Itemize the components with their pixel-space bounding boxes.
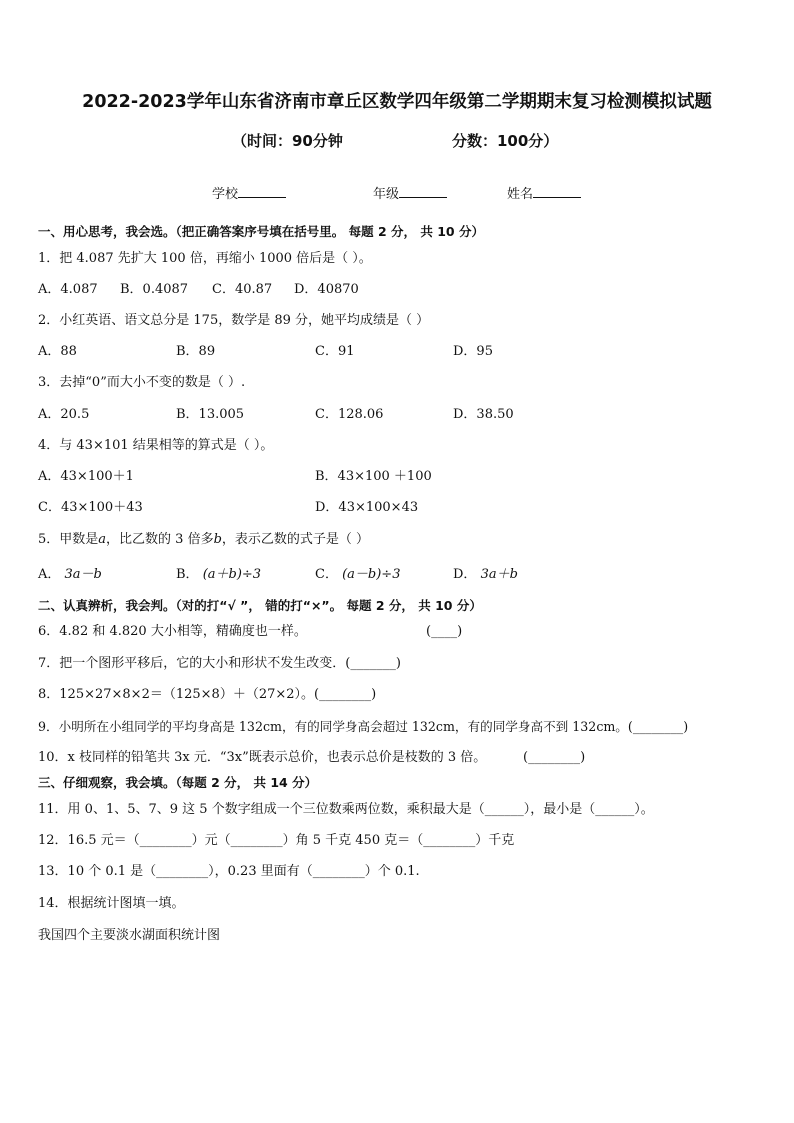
exam-title: 2022-2023学年山东省济南市章丘区数学四年级第二学期期末复习检测模拟试题	[82, 92, 712, 112]
q4-option-a: A．43×100＋1	[38, 469, 134, 484]
q3-option-b: B．13.005	[176, 407, 245, 422]
q4-option-c: C．43×100＋43	[38, 500, 143, 515]
school-blank[interactable]	[238, 185, 286, 198]
q1-option-d: D．40870	[294, 282, 359, 297]
school-label: 学校	[212, 187, 239, 202]
grade-field	[373, 183, 447, 202]
q5-stem-a: 5．甲数是	[38, 532, 99, 547]
q5-option-a-label: A．	[38, 567, 61, 582]
q6-answer-blank[interactable]: (____)	[426, 624, 463, 639]
question-7: 7．把一个图形平移后，它的大小和形状不发生改变．(_______)	[38, 656, 401, 671]
question-11: 11．用 0、1、5、7、9 这 5 个数字组成一个三位数乘两位数，乘积最大是（______），最小是（______）。	[38, 802, 654, 817]
q3-option-d: D．38.50	[453, 407, 514, 422]
grade-label: 年级	[373, 187, 400, 202]
q2-option-a: A．88	[38, 344, 77, 359]
q5-option-a-expr: 3a－b	[64, 567, 102, 582]
chart-caption: 我国四个主要淡水湖面积统计图	[38, 928, 221, 943]
q2-option-b: B．89	[176, 344, 216, 359]
question-13: 13．10 个 0.1 是（________），0.23 里面有（________）个 0.1.	[38, 864, 420, 879]
q5-option-b	[176, 567, 261, 583]
exam-time: （时间：90分钟	[232, 132, 343, 150]
question-10: 10．x 枝同样的铅笔共 3x 元．“3x”既表示总价，也表示总价是枝数的 3 倍。	[38, 750, 487, 765]
q1-option-c: C．40.87	[212, 282, 273, 297]
q5-var-b: b	[213, 532, 222, 547]
question-4: 4．与 43×101 结果相等的算式是（ ）。	[38, 438, 274, 453]
q10-answer-blank[interactable]: (________)	[523, 750, 586, 765]
question-12: 12．16.5 元＝（________）元（________）角 5 千克 450 克＝（________）千克	[38, 833, 515, 848]
q5-option-d-expr: 3a＋b	[480, 567, 518, 582]
question-3: 3．去掉“0”而大小不变的数是（ ）.	[38, 375, 246, 390]
question-6: 6．4.82 和 4.820 大小相等，精确度也一样。	[38, 624, 307, 639]
grade-blank[interactable]	[399, 185, 447, 198]
q3-option-c: C．128.06	[315, 407, 384, 422]
q5-option-c	[315, 567, 400, 583]
question-8: 8．125×27×8×2＝（125×8）＋（27×2）。(________)	[38, 687, 377, 702]
question-5	[38, 532, 369, 548]
exam-score: 分数：100分）	[452, 132, 559, 150]
section-1-heading: 一、用心思考，我会选。（把正确答案序号填在括号里。 每题 2 分， 共 10 分）	[38, 224, 484, 239]
q5-option-d	[453, 567, 518, 583]
section-2-heading: 二、认真辨析，我会判。（对的打“√ ”， 错的打“×”。 每题 2 分， 共 10 分）	[38, 598, 482, 613]
q5-option-b-expr: (a＋b)÷3	[202, 567, 262, 582]
question-9: 9．小明所在小组同学的平均身高是 132cm，有的同学身高会超过 132cm，有的同学身高不到 132cm。(________)	[38, 719, 689, 734]
q5-var-a: a	[98, 532, 107, 547]
name-label: 姓名	[507, 187, 534, 202]
q4-option-d: D．43×100×43	[315, 500, 419, 515]
q2-option-c: C．91	[315, 344, 355, 359]
question-1: 1．把 4.087 先扩大 100 倍，再缩小 1000 倍后是（ ）。	[38, 251, 372, 266]
q5-option-b-label: B．	[176, 567, 199, 582]
q5-option-c-label: C．	[315, 567, 338, 582]
question-2: 2．小红英语、语文总分是 175，数学是 89 分，她平均成绩是（ ）	[38, 313, 430, 328]
name-field	[507, 183, 581, 202]
q5-option-a	[38, 567, 102, 583]
question-14: 14．根据统计图填一填。	[38, 896, 185, 911]
q5-stem-b: ，比乙数的 3 倍多	[106, 532, 214, 547]
q2-option-d: D．95	[453, 344, 493, 359]
school-field	[212, 183, 286, 202]
q4-option-b: B．43×100 ＋100	[315, 469, 432, 484]
name-blank[interactable]	[533, 185, 581, 198]
q1-option-a: A．4.087	[38, 282, 98, 297]
q1-option-b: B．0.4087	[120, 282, 189, 297]
q5-stem-c: ，表示乙数的式子是（ ）	[221, 532, 370, 547]
q5-option-c-expr: (a－b)÷3	[342, 567, 401, 582]
q3-option-a: A．20.5	[38, 407, 90, 422]
q5-option-d-label: D．	[453, 567, 477, 582]
section-3-heading: 三、仔细观察，我会填。（每题 2 分， 共 14 分）	[38, 775, 318, 790]
